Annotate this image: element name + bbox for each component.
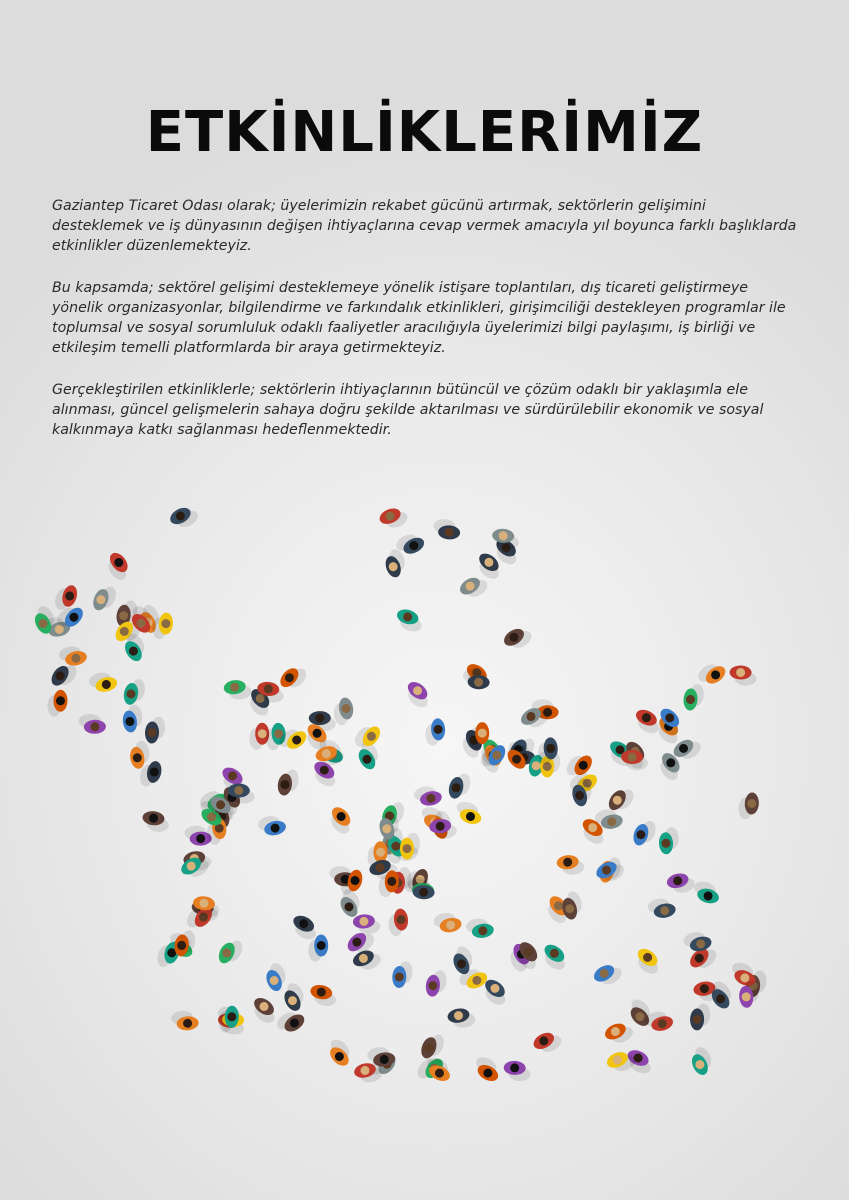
person-icon [683,683,705,711]
person-icon [501,623,535,655]
person-icon [621,750,648,770]
intro-text [52,196,800,462]
person-icon [102,550,135,584]
person-icon [352,913,381,935]
person-icon [738,792,759,820]
page-title: ETKİNLİKLERİMİZ [145,100,704,165]
person-icon [173,929,196,958]
person-icon [145,716,166,744]
person-icon [691,879,722,905]
person-icon [433,519,461,540]
person-icon [465,916,495,940]
intro-paragraph-1: Gaziantep Ticaret Odası olarak; üyelerimizin rekabet gücünü artırmak, sektörlerin gelişimini desteklemek ve iş dünyasının değişen ihtiyaçlarına cevap vermek amacıyla yıl boyunca farklı başlıklarda etkinlikler düzenlemekteyiz. [52,198,797,254]
person-icon [457,572,491,603]
person-icon [413,783,444,808]
person-icon [729,665,756,685]
person-icon [274,1006,308,1038]
person-icon [167,502,200,533]
person-icon [223,678,253,702]
person-icon [387,908,410,937]
person-icon [503,1061,531,1082]
person-icon [262,961,291,994]
person-icon [78,713,106,734]
person-icon [401,678,435,710]
person-icon [538,941,572,973]
person-icon [276,768,300,798]
person-icon [248,994,282,1026]
person-icon [308,983,338,1007]
person-icon [425,718,446,746]
person-icon [171,1009,200,1031]
person-icon [591,959,624,990]
person-icon [631,707,664,737]
intro-paragraph-2: Bu kapsamda; sektörel gelişimi desteklemeye yönelik istişare toplantıları, dış ticareti geliştirmeye yönelik organizasyonlar, bilgilendirme ve farkındalık etkinlikleri, girişimciliği destekleyen programlar ile toplumsal ve sosyal sorumluluk odaklı faaliyetler aracılığıyla üyelerimizi bilgi paylaşımı, iş birliği ve etkileşim temelli platformlarda bir araya getirmekteyiz. [52,280,786,356]
person-icon [87,669,118,695]
person-icon [687,1045,717,1078]
person-icon [491,528,519,550]
person-icon [277,661,310,694]
person-icon [602,1018,635,1048]
crowd-illustration [0,495,849,1095]
person-icon [658,827,679,855]
person-icon [556,854,585,877]
person-icon [394,607,425,634]
person-icon [419,1030,447,1062]
intro-paragraph-3: Gerçekleştirilen etkinliklerle; sektörlerin ihtiyaçlarının bütüncül ve çözüm odaklı bir yaklaşımla ele alınması, güncel gelişmelerin sahaya doğru şekilde aktarılması ve sürdürülebilir ekonomik ve sosyal kalkınmaya katkı sağlanması hedeflenmektedir. [52,382,764,438]
person-icon [470,1054,503,1084]
person-icon [631,945,665,977]
person-icon [665,870,696,896]
person-icon [121,704,145,734]
person-icon [279,980,309,1013]
person-icon [392,961,413,989]
person-icon [324,804,357,837]
person-icon [407,878,435,899]
person-icon [377,504,410,533]
person-icon [323,1036,356,1069]
person-icon [631,817,658,849]
person-icon [57,643,88,669]
person-icon [425,969,448,998]
person-icon [647,896,677,921]
person-icon [462,668,490,689]
person-icon [381,547,409,579]
person-icon [90,582,118,614]
person-icon [141,810,170,833]
person-icon [216,936,246,969]
person-icon [690,1003,710,1030]
person-icon [447,771,473,802]
person-icon [653,705,686,738]
person-icon [257,813,288,839]
person-icon [122,677,146,707]
person-icon [531,1027,564,1058]
person-icon [446,1006,476,1030]
person-icon [453,799,485,826]
person-icon [47,690,67,717]
person-icon [432,910,462,935]
